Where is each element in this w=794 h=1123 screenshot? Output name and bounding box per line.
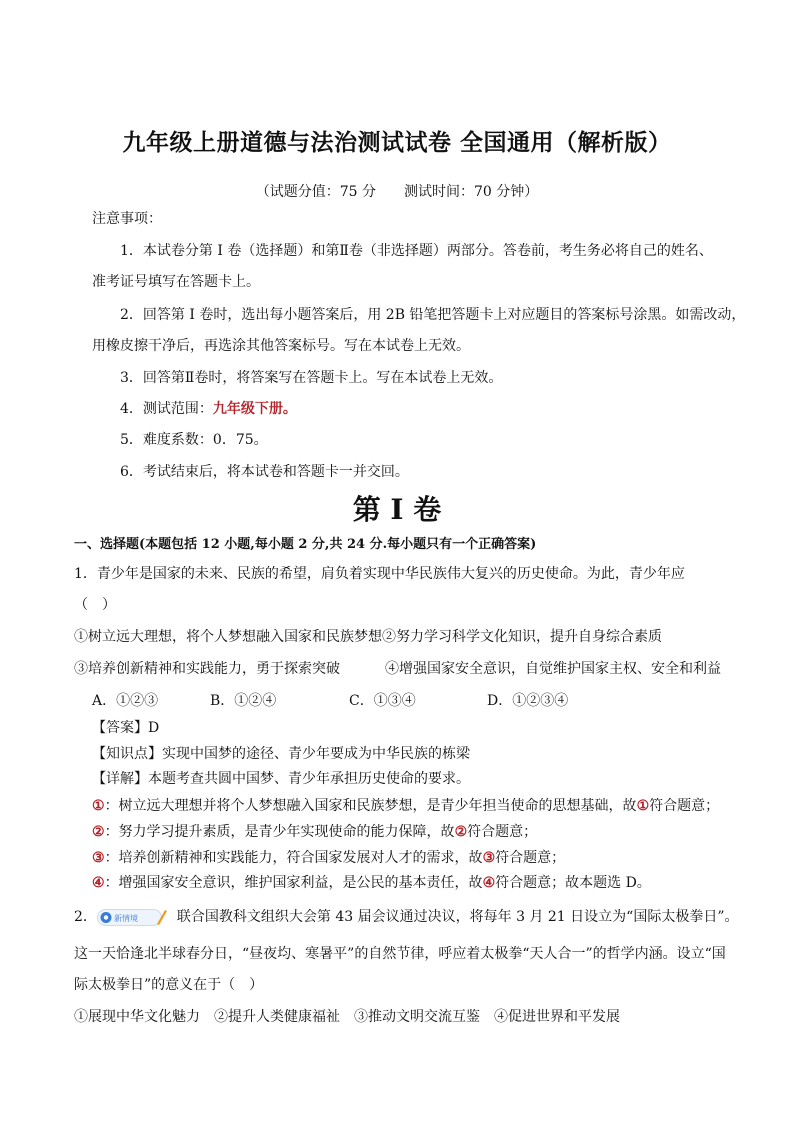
q1-explain-2-text: ：努力学习提升素质，是青少年实现使命的能力保障，故 (104, 824, 455, 840)
part-heading: 一、选择题(本题包括 12 小题,每小题 2 分,共 24 分.每小题只有一个正确答案) (74, 537, 537, 552)
q2-line-2: 这一天恰逢北半球春分日，“昼夜均、寒暑平”的自然节律，呼应着太极拳“天人合一”的哲学内涵。设立“国 (74, 946, 726, 962)
notes-heading: 注意事项： (92, 211, 162, 227)
page-title: 九年级上册道德与法治测试试卷 全国通用（解析版） (122, 130, 672, 156)
note-1a: 1．本试卷分第 I 卷（选择题）和第Ⅱ卷（非选择题）两部分。答卷前，考生务必将自己的姓名、 (120, 243, 713, 259)
q1-detail: 【详解】本题考查共圆中国梦、青少年承担历史使命的要求。 (92, 771, 470, 787)
note-6: 6．考试结束后，将本试卷和答题卡一并交回。 (120, 464, 409, 480)
q1-choice-a: A．①②③ (92, 693, 159, 709)
q1-explain-3-end: 符合题意； (495, 850, 566, 866)
q2-line-3: 际太极拳日”的意义在于（ ） (74, 977, 264, 993)
q1-choice-b: B．①②④ (210, 693, 277, 709)
q1-explain-1-text: ：树立远大理想并将个人梦想融入国家和民族梦想，是青少年担当使命的思想基础，故 (104, 798, 637, 814)
q1-blank: （ ） (74, 597, 116, 613)
q1-explain-2-end: 符合题意； (467, 824, 538, 840)
q1-explain-4 (92, 872, 651, 892)
q1-choice-d: D．①②③④ (487, 693, 569, 709)
q1-explain-1-mark: ① (92, 798, 105, 814)
q1-explain-2 (92, 821, 537, 841)
note-4-range: 九年级下册。 (212, 401, 297, 417)
q1-options-line2b: ④增强国家安全意识，自觉维护国家主权、安全和利益 (385, 661, 721, 677)
note-1b: 准考证号填写在答题卡上。 (92, 274, 260, 290)
q1-explain-3 (92, 847, 565, 867)
q1-explain-1-end: 符合题意； (649, 798, 720, 814)
q1-explain-2-mark2: ② (454, 824, 468, 840)
q1-explain-4-end: 符合题意；故本题选 D。 (495, 875, 651, 891)
q1-stem: 1．青少年是国家的未来、民族的希望，肩负着实现中华民族伟大复兴的历史使命。为此，青少年应 (74, 566, 685, 582)
q1-explain-3-text: ：培养创新精神和实践能力，符合国家发展对人才的需求，故 (104, 850, 483, 866)
q1-explain-4-mark2: ④ (482, 875, 496, 891)
q1-knowledge: 【知识点】实现中国梦的途径、青少年要成为中华民族的栋梁 (92, 746, 470, 762)
section-title: 第 I 卷 (352, 493, 442, 526)
new-context-tag-label: 新情境 (113, 913, 138, 923)
q1-explain-1 (92, 795, 719, 815)
note-4-label: 4．测试范围： (120, 401, 213, 417)
q2-line-1 (74, 906, 738, 927)
q1-explain-3-mark2: ③ (482, 850, 496, 866)
q1-choice-c: C．①③④ (349, 693, 416, 709)
exam-info: （试题分值：75 分 测试时间：70 分钟） (255, 184, 539, 200)
q1-explain-3-mark: ③ (92, 850, 105, 866)
note-3: 3．回答第Ⅱ卷时，将答案写在答题卡上。写在本试卷上无效。 (120, 370, 503, 386)
q1-options-line2a: ③培养创新精神和实践能力，勇于探索突破 (74, 661, 340, 677)
q2-options: ①展现中华文化魅力 ②提升人类健康福祉 ③推动文明交流互鉴 ④促进世界和平发展 (74, 1009, 620, 1025)
q1-explain-1-mark2: ① (636, 798, 650, 814)
q1-explain-2-mark: ② (92, 824, 105, 840)
note-2a: 2．回答第 I 卷时，选出每小题答案后，用 2B 铅笔把答题卡上对应题目的答案标号涂黑。如需改动， (120, 307, 746, 323)
q1-explain-4-mark: ④ (92, 875, 105, 891)
note-2b: 用橡皮擦干净后，再选涂其他答案标号。写在本试卷上无效。 (92, 338, 470, 354)
q1-answer: 【答案】D (92, 720, 160, 736)
q1-explain-4-text: ：增强国家安全意识，维护国家利益，是公民的基本责任，故 (104, 875, 483, 891)
q1-options-line1: ①树立远大理想，将个人梦想融入国家和民族梦想②努力学习科学文化知识，提升自身综合素质 (74, 629, 662, 645)
q2-number: 2． (74, 909, 97, 925)
q2-stem-a: 联合国教科文组织大会第 43 届会议通过决议，将每年 3 月 21 日设立为“国际太极拳日”。 (176, 909, 739, 925)
note-4 (120, 398, 297, 418)
note-5: 5．难度系数：0．75。 (120, 432, 268, 448)
new-context-tag-icon (97, 908, 169, 927)
